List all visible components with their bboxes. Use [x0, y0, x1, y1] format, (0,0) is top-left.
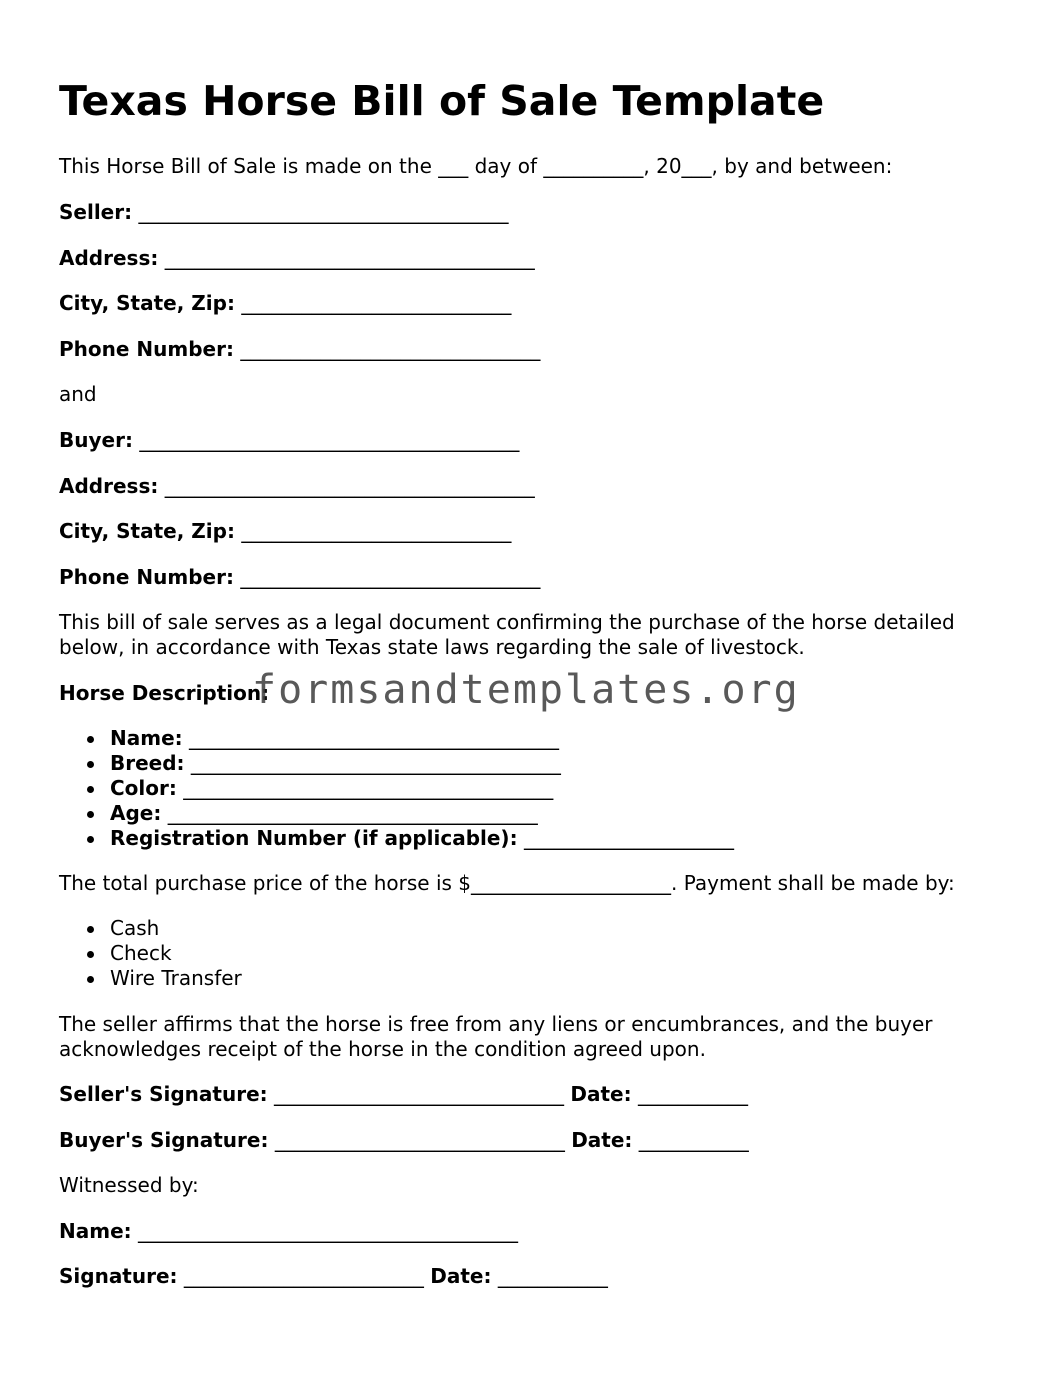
horse-description-label: Horse Description:: [59, 681, 270, 705]
witness-signature-row: [59, 1264, 608, 1289]
seller-name-field[interactable]: _____________________________________: [138, 200, 509, 224]
affirmation-paragraph: The seller affirms that the horse is free from any liens or encumbrances, and the buyer acknowledges receipt of the horse in the condition agreed upon.: [59, 1012, 933, 1061]
seller-address-label: Address:: [59, 246, 159, 270]
witness-signature-label: Signature:: [59, 1264, 178, 1288]
buyer-city-row: [59, 519, 511, 544]
witness-signature-field[interactable]: ________________________: [183, 1264, 424, 1288]
seller-phone-row: [59, 337, 540, 362]
seller-city-label: City, State, Zip:: [59, 291, 235, 315]
horse-breed-field[interactable]: _____________________________________: [190, 751, 561, 775]
seller-name-row: [59, 200, 508, 225]
buyer-phone-row: [59, 565, 540, 590]
buyer-name-row: [59, 428, 519, 453]
buyer-date-label: Date:: [571, 1128, 633, 1152]
seller-address-row: [59, 246, 535, 271]
horse-name-field[interactable]: _____________________________________: [189, 726, 559, 750]
buyer-address-field[interactable]: _____________________________________: [164, 474, 535, 498]
horse-registration-field[interactable]: _____________________: [523, 826, 734, 850]
witness-name-row: [59, 1219, 518, 1244]
seller-name-label: Seller:: [59, 200, 133, 224]
buyer-signature-field[interactable]: _____________________________: [274, 1128, 565, 1152]
buyer-address-label: Address:: [59, 474, 159, 498]
horse-field-breed: [110, 751, 734, 776]
seller-signature-row: [59, 1082, 748, 1107]
payment-method-cash: Cash: [110, 916, 242, 941]
legal-paragraph: This bill of sale serves as a legal document confirming the purchase of the horse detailed below, in accordance with Texas state laws regarding the sale of livestock.: [59, 610, 955, 659]
payment-methods-list: [59, 916, 242, 991]
buyer-address-row: [59, 474, 535, 499]
seller-date-label: Date:: [570, 1082, 632, 1106]
horse-field-name: [110, 726, 734, 751]
witnessed-by-text: Witnessed by:: [59, 1173, 199, 1197]
seller-city-field[interactable]: ___________________________: [241, 291, 512, 315]
seller-city-row: [59, 291, 511, 316]
horse-fields-list: [59, 726, 734, 851]
seller-phone-label: Phone Number:: [59, 337, 234, 361]
buyer-signature-label: Buyer's Signature:: [59, 1128, 269, 1152]
horse-age-label: Age:: [110, 801, 162, 825]
buyer-name-label: Buyer:: [59, 428, 133, 452]
buyer-city-field[interactable]: ___________________________: [241, 519, 512, 543]
buyer-signature-row: [59, 1128, 749, 1153]
witness-date-field[interactable]: ___________: [497, 1264, 608, 1288]
witness-name-label: Name:: [59, 1219, 132, 1243]
horse-field-registration: [110, 826, 734, 851]
witness-name-field[interactable]: ______________________________________: [138, 1219, 518, 1243]
buyer-name-field[interactable]: ______________________________________: [139, 428, 520, 452]
horse-color-label: Color:: [110, 776, 177, 800]
watermark-text: formsandtemplates.org: [252, 667, 800, 713]
payment-method-check: Check: [110, 941, 242, 966]
buyer-phone-field[interactable]: ______________________________: [240, 565, 541, 589]
seller-address-field[interactable]: _____________________________________: [164, 246, 535, 270]
witness-date-label: Date:: [430, 1264, 492, 1288]
horse-registration-label: Registration Number (if applicable):: [110, 826, 518, 850]
horse-color-field[interactable]: _____________________________________: [183, 776, 554, 800]
horse-breed-label: Breed:: [110, 751, 185, 775]
price-sentence[interactable]: The total purchase price of the horse is $____________________. Payment shall be made by:: [59, 871, 955, 895]
buyer-date-field[interactable]: ___________: [638, 1128, 749, 1152]
seller-signature-label: Seller's Signature:: [59, 1082, 268, 1106]
and-text: and: [59, 382, 97, 406]
buyer-city-label: City, State, Zip:: [59, 519, 235, 543]
buyer-phone-label: Phone Number:: [59, 565, 234, 589]
horse-name-label: Name:: [110, 726, 183, 750]
seller-date-field[interactable]: ___________: [637, 1082, 748, 1106]
horse-age-field[interactable]: _____________________________________: [167, 801, 538, 825]
seller-signature-field[interactable]: _____________________________: [274, 1082, 564, 1106]
page-title: Texas Horse Bill of Sale Template: [59, 77, 825, 125]
intro-line: This Horse Bill of Sale is made on the ___ day of __________, 20___, by and between:: [59, 154, 893, 178]
horse-field-color: [110, 776, 734, 801]
seller-phone-field[interactable]: ______________________________: [240, 337, 541, 361]
horse-field-age: [110, 801, 734, 826]
payment-method-wire: Wire Transfer: [110, 966, 242, 990]
